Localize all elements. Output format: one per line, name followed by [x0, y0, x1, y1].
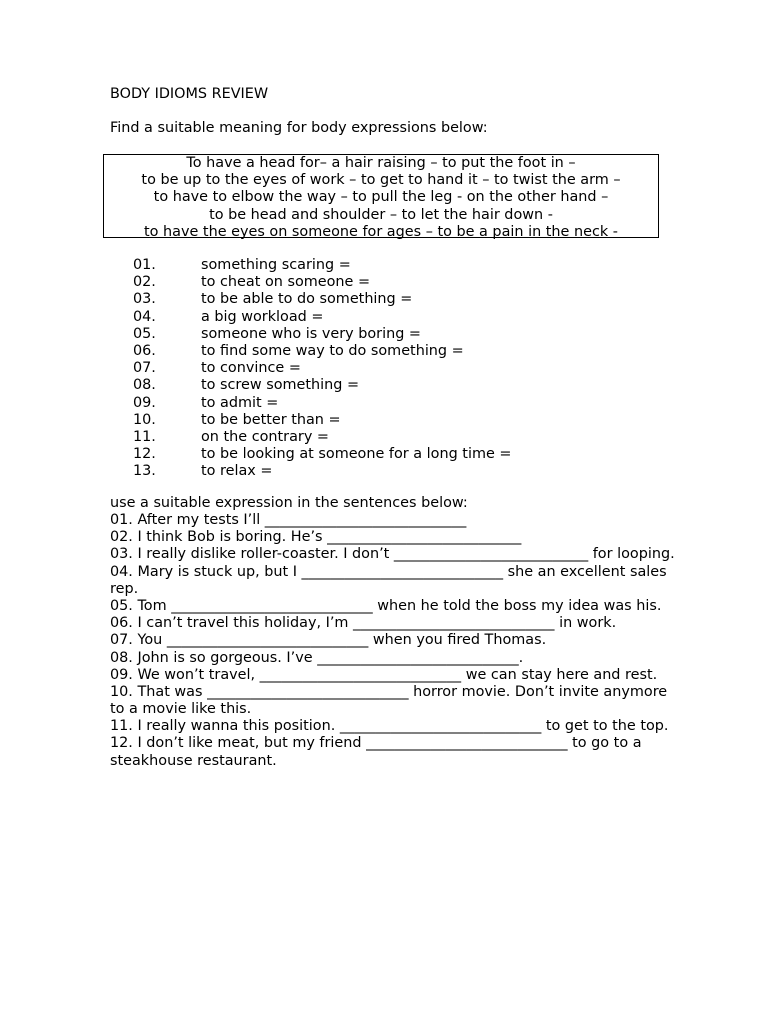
item-meaning: to cheat on someone =	[201, 274, 371, 291]
sentence-line: 09. We won’t travel, ____________________________ we can stay here and rest.	[110, 666, 658, 683]
page-title: BODY IDIOMS REVIEW	[110, 86, 269, 102]
item-meaning: to relax =	[201, 463, 273, 480]
sentence-line: 12. I don’t like meat, but my friend ____________________________ to go to a	[110, 735, 642, 752]
item-meaning: someone who is very boring =	[201, 325, 421, 342]
list-item	[133, 257, 693, 274]
list-item	[133, 360, 693, 377]
item-meaning: to be looking at someone for a long time =	[201, 446, 512, 463]
item-meaning: something scaring =	[201, 257, 351, 273]
list-item	[133, 429, 693, 446]
sentence-line: 06. I can’t travel this holiday, I’m ____________________________ in work.	[110, 615, 617, 632]
expressions-line: to have the eyes on someone for ages – to be a pain in the neck -	[144, 223, 618, 240]
list-item	[133, 326, 693, 343]
list-item	[133, 395, 693, 412]
item-number: 03.	[133, 291, 156, 308]
item-meaning: to be able to do something =	[201, 291, 413, 308]
item-meaning: to admit =	[201, 394, 279, 411]
item-number: 09.	[133, 394, 156, 411]
item-number: 13.	[133, 463, 156, 480]
expressions-box	[103, 154, 659, 238]
sentence-line: rep.	[110, 580, 139, 597]
item-meaning: to convince =	[201, 360, 301, 377]
sentence-line: 02. I think Bob is boring. He’s ___________________________	[110, 529, 522, 546]
list-item	[133, 412, 693, 429]
sentence-line: 03. I really dislike roller-coaster. I don’t ___________________________ for looping.	[110, 546, 675, 563]
sentence-line: 07. You ____________________________ when you fired Thomas.	[110, 632, 547, 649]
sentence-line: 08. John is so gorgeous. I’ve ____________________________.	[110, 649, 524, 666]
item-number: 07.	[133, 360, 156, 377]
item-number: 11.	[133, 428, 156, 445]
sentence-line: steakhouse restaurant.	[110, 752, 277, 769]
item-number: 05.	[133, 325, 156, 342]
sentence-line: 04. Mary is stuck up, but I ____________________________ she an excellent sales	[110, 563, 667, 580]
item-number: 06.	[133, 342, 156, 359]
item-number: 10.	[133, 411, 156, 428]
item-meaning: to screw something =	[201, 377, 360, 394]
list-item	[133, 343, 693, 360]
sentence-line: 01. After my tests I’ll ____________________________	[110, 512, 467, 528]
sentence-line: to a movie like this.	[110, 701, 252, 718]
item-meaning: to find some way to do something =	[201, 342, 464, 359]
item-number: 08.	[133, 377, 156, 394]
list-item	[133, 274, 693, 291]
instruction-meanings: Find a suitable meaning for body expressions below:	[110, 120, 488, 136]
item-number: 02.	[133, 274, 156, 291]
expressions-line: to be up to the eyes of work – to get to hand it – to twist the arm –	[141, 172, 621, 189]
list-item	[133, 446, 693, 463]
sentence-line: 11. I really wanna this position. ____________________________ to get to the top.	[110, 718, 669, 735]
expressions-line: to have to elbow the way – to pull the leg - on the other hand –	[153, 189, 609, 206]
list-item	[133, 291, 693, 308]
sentence-line: 10. That was ____________________________ horror movie. Don’t invite anymore	[110, 683, 668, 700]
expressions-line: To have a head for– a hair raising – to put the foot in –	[186, 155, 576, 171]
list-item	[133, 377, 693, 394]
instruction-sentences: use a suitable expression in the sentences below:	[110, 495, 468, 511]
sentence-line: 05. Tom ____________________________ when he told the boss my idea was his.	[110, 597, 662, 614]
item-number: 01.	[133, 257, 156, 273]
list-item	[133, 463, 693, 480]
item-number: 04.	[133, 308, 156, 325]
sentences-block	[110, 512, 740, 770]
item-number: 12.	[133, 446, 156, 463]
expressions-line: to be head and shoulder – to let the hair down -	[209, 206, 553, 223]
item-meaning: to be better than =	[201, 411, 341, 428]
item-meaning: on the contrary =	[201, 428, 329, 445]
meanings-list	[133, 257, 693, 480]
item-meaning: a big workload =	[201, 308, 324, 325]
list-item	[133, 309, 693, 326]
